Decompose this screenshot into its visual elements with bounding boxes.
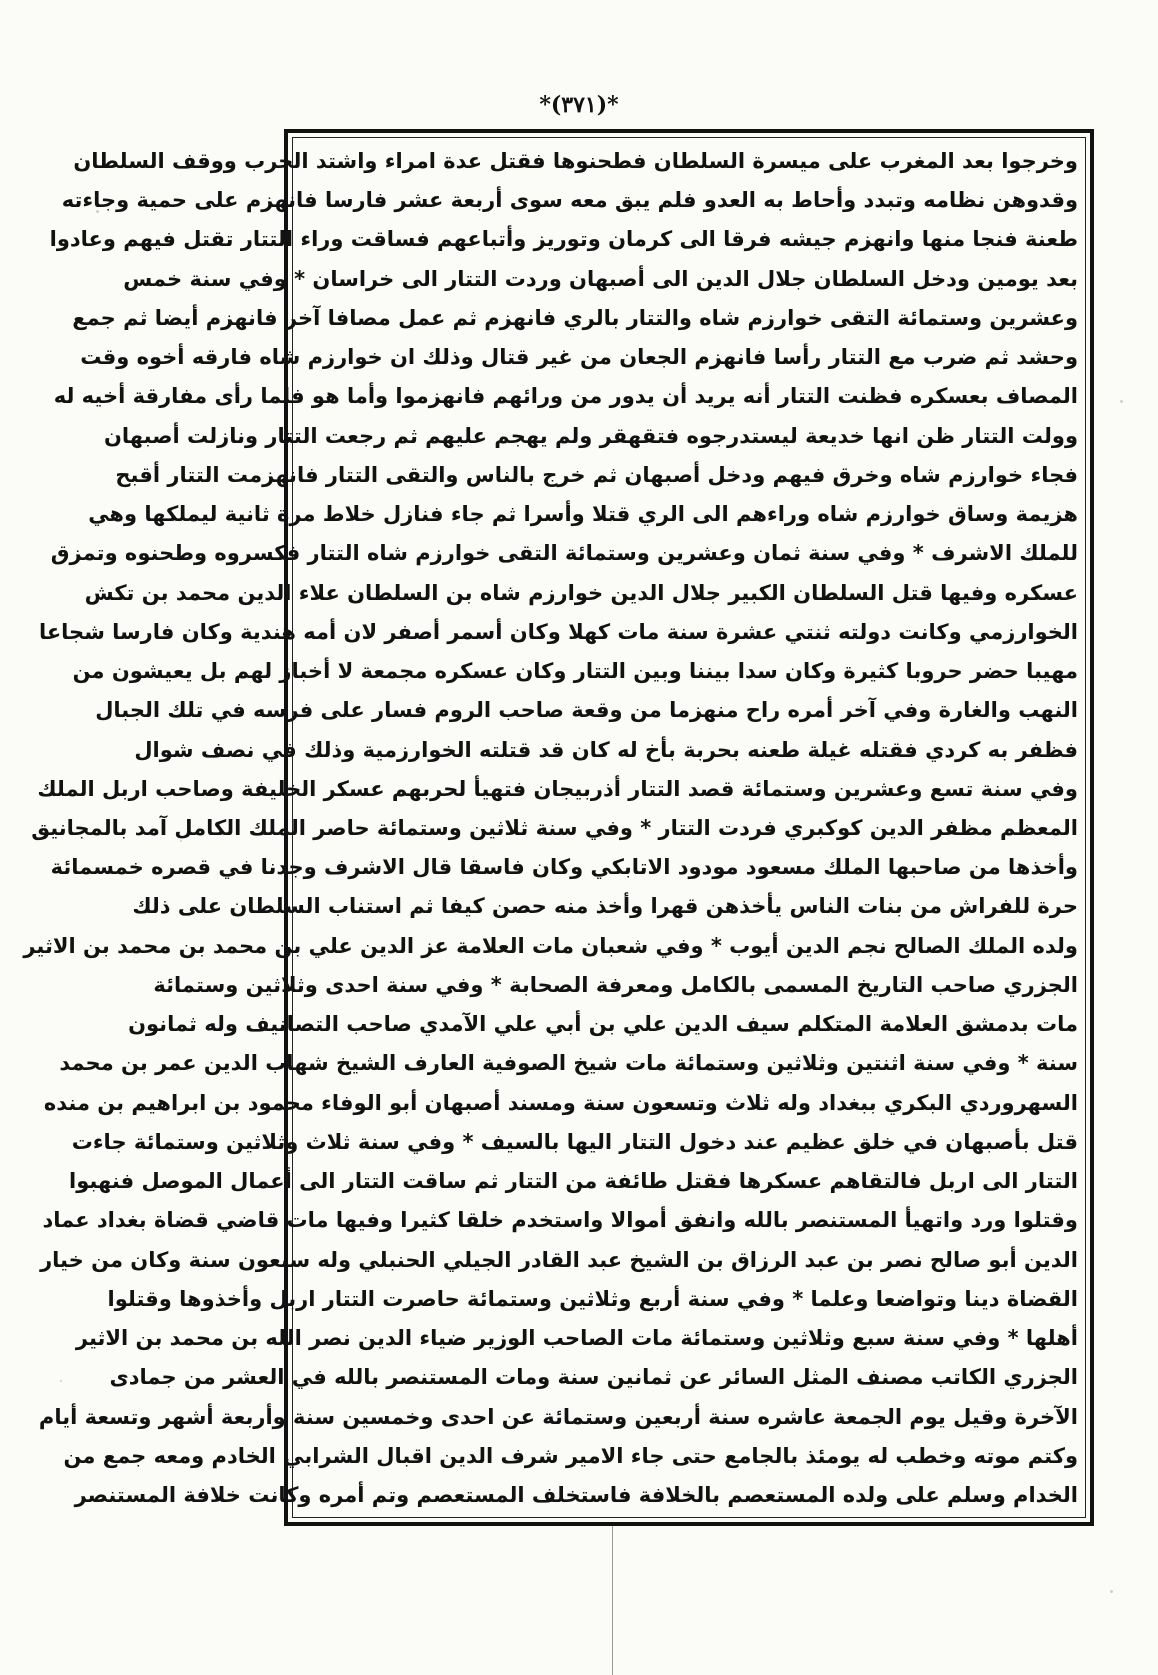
text-line: وفي سنة تسع وعشرين وستمائة قصد التتار أذربيجان فتهيأ لحربهم عسكر الخليفة وصاحب اربل الملك [37,776,1078,801]
text-line: عسكره وفيها قتل السلطان الكبير جلال الدين خوارزم شاه بن السلطان علاء الدين محمد بن تكش [84,580,1078,605]
text-line: السهروردي البكري ببغداد وله ثلاث وتسعون سنة ومسند أصبهان أبو الوفاء محمود بن ابراهيم بن منده [43,1090,1078,1115]
text-line: حرة للفراش من بنات الناس يأخذهن قهرا وأخذ منه حصن كيفا ثم استناب السلطان على ذلك [132,894,1078,919]
text-line: وكتم موته وخطب له يومئذ بالجامع حتى جاء الامير شرف الدين اقبال الشرابي الخادم ومعه جمع من [63,1443,1078,1468]
text-line: الدين أبو صالح نصر بن عبد الرزاق بن الشيخ عبد القادر الجيلي الحنبلي وله سبعون سنة وكان من خيار [40,1247,1078,1272]
text-line: فظفر به كردي فقتله غيلة طعنه بحربة بأخ له كان قد قتلته الخوارزمية وذلك في نصف شوال [134,737,1078,762]
text-line: التتار الى اربل فالتقاهم عسكرها فقتل طائفة من التتار ثم ساقت التتار الى أعمال الموصل فنهبوا [69,1169,1078,1194]
text-line: سنة * وفي سنة اثنتين وثلاثين وستمائة مات شيخ الصوفية العارف الشيخ شهاب الدين عمر بن محمد [59,1051,1078,1076]
main-text-block [23,143,1078,1513]
text-line: ولده الملك الصالح نجم الدين أيوب * وفي شعبان مات العلامة عز الدين علي بن محمد بن محمد بن الاثير [23,933,1078,958]
text-line: الآخرة وقيل يوم الجمعة عاشره سنة أربعين وستمائة عن احدى وخمسين سنة وأربعة أشهر وتسعة أيام [38,1404,1078,1429]
text-line: أهلها * وفي سنة سبع وثلاثين وستمائة مات الصاحب الوزير ضياء الدين نصر الله بن محمد بن الاثير [75,1326,1078,1351]
text-line: قتل بأصبهان في خلق عظيم عند دخول التتار اليها بالسيف * وفي سنة ثلاث وثلاثين وستمائة جاءت [71,1129,1078,1154]
text-line: المعظم مظفر الدين كوكبري فردت التتار * وفي سنة ثلاثين وستمائة حاصر الملك الكامل آمد بالمجانيق [31,815,1078,840]
text-line: النهب والغارة وفي آخر أمره راح منهزما من وقعة صاحب الروم فسار على فرسه في تلك الجبال [95,698,1078,723]
paper-speck [1120,400,1123,403]
text-line: المصاف بعسكره فظنت التتار أنه يريد أن يدور من ورائهم فانهزموا وأما هو فلما رأى مفارقة أخيه له [53,384,1078,409]
paper-speck [1110,1590,1113,1593]
text-line: بعد يومين ودخل السلطان جلال الدين الى أصبهان وردت التتار الى خراسان * وفي سنة خمس [123,266,1078,291]
text-line: الجزري الكاتب مصنف المثل السائر عن ثمانين سنة ومات المستنصر بالله في العشر من جمادى [109,1365,1078,1390]
paper-speck [60,1380,62,1382]
text-line: وأخذها من صاحبها الملك مسعود مودود الاتابكي وكان فاسقا قال الاشرف وجدنا في قصره خمسمائة [50,855,1078,880]
text-line: الخوارزمي وكانت دولته ثنتي عشرة سنة مات كهلا وكان أسمر أصفر لان أمه هندية وكان فارسا شجاعا [38,619,1078,644]
text-line: طعنة فنجا منها وانهزم جيشه فرقا الى كرمان وتوريز وأتباعهم فساقت وراء التتار تقتل فيهم وعادوا [49,227,1078,252]
text-line: فجاء خوارزم شاه وخرق فيهم ودخل أصبهان ثم خرج بالناس والتقى التتار فانهزمت التتار أقبح [115,462,1078,487]
text-line: القضاة دينا وتواضعا وعلما * وفي سنة أربع وثلاثين وستمائة حاصرت التتار اربل وأخذوها وقتلوا [107,1286,1078,1311]
text-line: مهيبا حضر حروبا كثيرة وكان سدا بيننا وبين التتار وكان عسكره مجمعة لا أخباز لهم بل يعيشون من [72,659,1078,684]
text-line: الجزري صاحب التاريخ المسمى بالكامل ومعرفة الصحابة * وفي سنة احدى وثلاثين وستمائة [153,972,1078,997]
text-line: وولت التتار ظن انها خديعة ليستدرجوه فتقهقر ولم يهجم عليهم ثم رجعت التتار ونازلت أصبهان [103,423,1078,448]
text-line: للملك الاشرف * وفي سنة ثمان وعشرين وستمائة التقى خوارزم شاه التتار فكسروه وطحنوه وتمزق [50,541,1078,566]
text-line: الخدام وسلم على ولده المستعصم بالخلافة فاستخلف المستعصم وتم أمره وكانت خلافة المستنصر [74,1482,1078,1507]
text-line: وخرجوا بعد المغرب على ميسرة السلطان فطحنوها فقتل عدة امراء واشتد الحرب ووقف السلطان [73,149,1078,173]
text-line: وقتلوا ورد واتهيأ المستنصر بالله وانفق أموالا واستخدم خلقا كثيرا وفيها مات قاضي قضاة بغداد عماد [42,1208,1078,1233]
text-line: مات بدمشق العلامة المتكلم سيف الدين علي بن أبي علي الآمدي صاحب التصانيف وله ثمانون [128,1012,1078,1037]
binding-crease [612,1526,613,1675]
text-line: وحشد ثم ضرب مع التتار رأسا فانهزم الجعان من غير قتال وذلك ان خوارزم شاه فارقه أخوه وقت [80,345,1078,370]
page-number: *(٣٧١)* [539,92,619,118]
text-line: وعشرين وستمائة التقى خوارزم شاه والتتار بالري فانهزم ثم عمل مصافا آخر فانهزم أيضا ثم جمع [72,305,1078,330]
text-line: وقدوهن نظامه وتبدد وأحاط به العدو فلم يبق معه سوى أربعة عشر فارسا فانهزم على حمية وجاءته [61,188,1078,213]
text-line: هزيمة وساق خوارزم شاه وراءهم الى الري قتلا وأسرا ثم جاء فنازل خلاط مرة ثانية ليملكها وهي [88,502,1078,527]
